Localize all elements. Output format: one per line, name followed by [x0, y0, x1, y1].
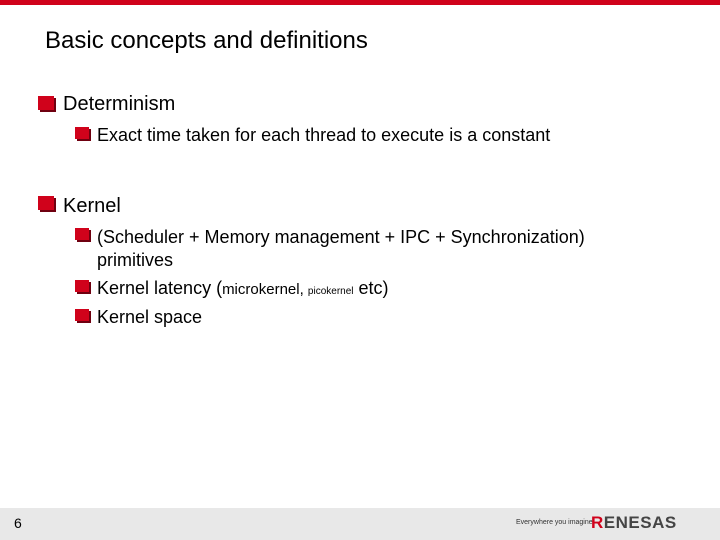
sub-bullet-kernel-space: Kernel space [97, 307, 203, 327]
sub-bullet-kernel-latency [97, 277, 389, 303]
sub-bullet-primitives-line1: (Scheduler + Memory management + IPC + Synchronization) [97, 227, 585, 247]
latency-picokernel: picokernel [307, 286, 354, 297]
latency-suffix: etc) [353, 278, 389, 298]
page-number: 6 [14, 515, 22, 531]
top-accent-bar [0, 0, 720, 5]
sub-bullet-primitives-line2: primitives [97, 250, 174, 270]
footer-tagline: Everywhere you imagine. [516, 519, 595, 526]
latency-microkernel: microkernel, [222, 281, 308, 298]
latency-prefix: Kernel latency ( [97, 278, 223, 298]
bullet-kernel: Kernel [63, 195, 121, 217]
sub-bullet-exact-time: Exact time taken for each thread to execute is a constant [97, 125, 551, 145]
logo-initial: R [591, 513, 604, 532]
logo-text: ENESAS [603, 513, 677, 532]
renesas-logo [591, 513, 677, 533]
bullet-determinism: Determinism [63, 93, 176, 115]
slide-title: Basic concepts and definitions [45, 27, 368, 54]
